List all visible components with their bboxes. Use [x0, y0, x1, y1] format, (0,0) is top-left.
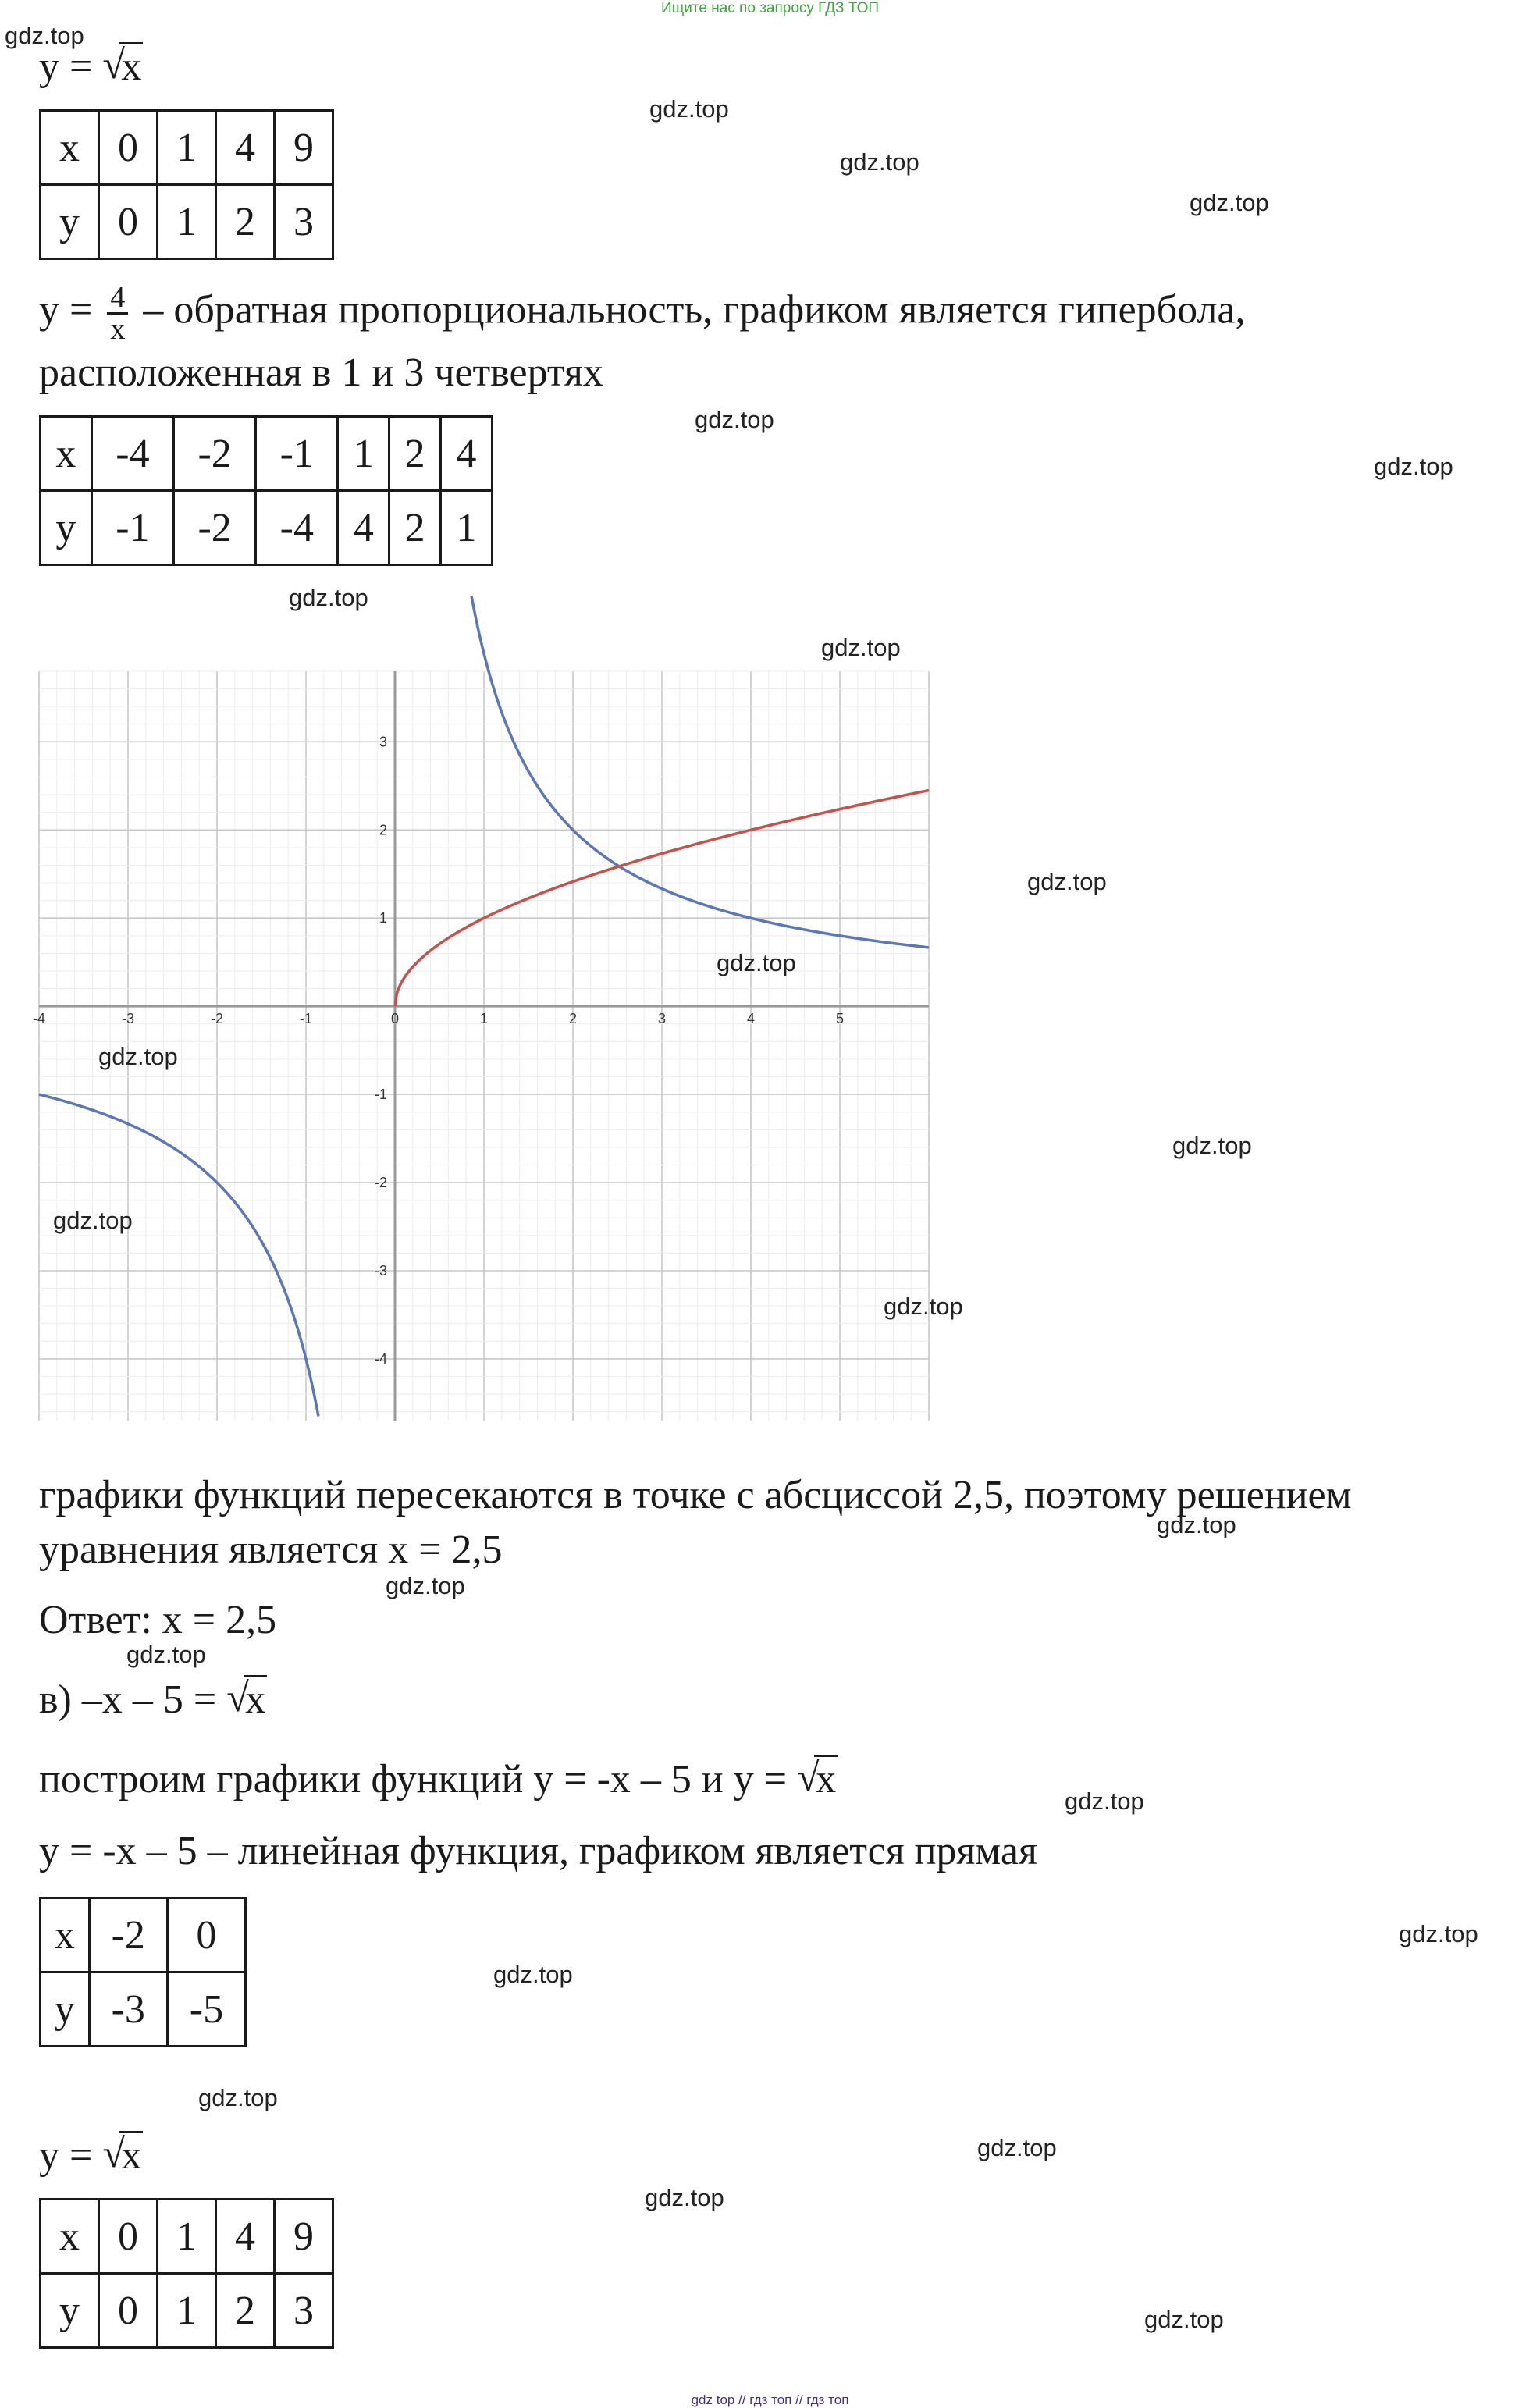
y-tick-label: -3 — [374, 1263, 387, 1279]
x-tick-label: 2 — [568, 1011, 578, 1027]
watermark: gdz.top — [1190, 189, 1269, 216]
sqrt-symbol: √ x — [102, 2132, 142, 2178]
table-row-y — [41, 491, 493, 565]
watermark: gdz.top — [977, 2134, 1057, 2161]
hyperbola-description — [39, 283, 1245, 344]
table-hyperbola — [39, 415, 493, 566]
hyperbola-left-branch — [39, 1094, 318, 1416]
table-cell: -1 — [91, 491, 173, 565]
watermark: gdz.top — [98, 1043, 178, 1070]
sqrt-symbol: √ x — [797, 1755, 837, 1802]
watermark: gdz.top — [649, 95, 729, 123]
table-cell: 4 — [216, 2200, 275, 2274]
table-cell: 0 — [99, 2274, 158, 2348]
y-tick-label: 3 — [379, 734, 387, 750]
table-cell: 0 — [99, 111, 158, 185]
watermark: gdz.top — [1172, 1132, 1252, 1159]
equation-v — [39, 1677, 267, 1723]
table-cell: 3 — [275, 2274, 333, 2348]
table-cell: -4 — [91, 417, 173, 491]
y-tick-label: 2 — [379, 822, 387, 838]
equation-prefix: в) –x – 5 = — [39, 1677, 227, 1722]
table-cell: 1 — [158, 2200, 216, 2274]
row-label: x — [41, 1898, 90, 1972]
watermark: gdz.top — [1399, 1920, 1478, 1947]
table-cell: -1 — [256, 417, 338, 491]
table-cell: 2 — [216, 2274, 275, 2348]
conclusion-line1: графики функций пересекаются в точке с абсциссой 2,5, поэтому решением — [39, 1473, 1352, 1517]
table-cell: 0 — [99, 185, 158, 259]
table-cell: 4 — [441, 417, 493, 491]
x-tick-label: 1 — [479, 1011, 489, 1027]
watermark: gdz.top — [386, 1572, 465, 1599]
table-cell: 9 — [275, 111, 333, 185]
watermark: gdz.top — [1374, 453, 1453, 480]
x-tick-label: -4 — [32, 1011, 46, 1027]
row-label: y — [41, 1972, 90, 2047]
watermark: gdz.top — [1144, 2306, 1224, 2333]
heading-prefix: y = — [39, 2133, 103, 2178]
y-tick-label: -4 — [374, 1350, 387, 1367]
answer-text: Ответ: x = 2,5 — [39, 1598, 277, 1642]
watermark: gdz.top — [198, 2084, 278, 2111]
table-cell: -3 — [89, 1972, 167, 2047]
build-prefix: построим графики функций y = -x – 5 и y = — [39, 1757, 798, 1802]
table-row-x — [41, 417, 493, 491]
sqrt-symbol: √ x — [226, 1676, 266, 1722]
formula-prefix: y = — [39, 287, 103, 333]
fraction: $\frac{4}{x}$ — [107, 283, 128, 344]
table-row-y — [41, 2274, 333, 2348]
watermark: gdz.top — [5, 22, 84, 49]
sqrt-symbol: √ x — [102, 43, 142, 89]
y-tick-label: -1 — [374, 1087, 387, 1103]
x-tick-label: -1 — [299, 1011, 313, 1027]
table-cell: 1 — [158, 185, 216, 259]
watermark: gdz.top — [1065, 1787, 1144, 1815]
table-cell: -5 — [167, 1972, 245, 2047]
x-tick-label: -3 — [121, 1011, 135, 1027]
conclusion-line2: уравнения является x = 2,5 — [39, 1528, 503, 1572]
table-cell: 1 — [441, 491, 493, 565]
x-tick-label: 0 — [390, 1011, 400, 1027]
table-cell: 2 — [389, 417, 441, 491]
watermark: gdz.top — [1027, 868, 1107, 895]
table-cell: 1 — [158, 111, 216, 185]
table-cell: 1 — [158, 2274, 216, 2348]
row-label: y — [41, 2274, 99, 2348]
watermark: gdz.top — [1157, 1511, 1236, 1538]
build-graphs-text — [39, 1756, 838, 1803]
table-cell: 4 — [338, 491, 389, 565]
y-tick-label: -2 — [374, 1175, 387, 1191]
row-label: y — [41, 491, 92, 565]
watermark: gdz.top — [126, 1641, 206, 1668]
row-label: x — [41, 2200, 99, 2274]
description-text: – обратная пропорциональность, графиком является гипербола, — [133, 287, 1246, 333]
watermark: gdz.top — [821, 634, 901, 661]
y-tick-label: 1 — [379, 910, 387, 927]
table-cell: 0 — [99, 2200, 158, 2274]
watermark: gdz.top — [493, 1961, 573, 1988]
table-sqrt-2 — [39, 2198, 334, 2349]
x-tick-label: -2 — [210, 1011, 224, 1027]
watermark: gdz.top — [884, 1293, 963, 1320]
hyperbola-description-line2: расположенная в 1 и 3 четвертях — [39, 350, 603, 395]
table-cell: 3 — [275, 185, 333, 259]
bottom-banner: gdz top // гдз топ // гдз топ — [691, 2392, 849, 2407]
table-row-x — [41, 111, 333, 185]
watermark: gdz.top — [289, 584, 368, 611]
table-cell: -2 — [174, 491, 256, 565]
heading-prefix: y = — [39, 44, 103, 89]
table-cell: -2 — [89, 1898, 167, 1972]
heading-sqrt-1 — [39, 44, 143, 91]
x-tick-label: 4 — [746, 1011, 756, 1027]
heading-sqrt-2 — [39, 2132, 143, 2179]
watermark: gdz.top — [695, 406, 774, 433]
table-cell: 2 — [216, 185, 275, 259]
table-cell: 0 — [167, 1898, 245, 1972]
top-banner: Ищите нас по запросу ГДЗ ТОП — [660, 0, 880, 16]
table-cell: 2 — [389, 491, 441, 565]
watermark: gdz.top — [717, 949, 796, 976]
row-label: x — [41, 111, 99, 185]
watermark: gdz.top — [840, 148, 919, 176]
table-row-y — [41, 185, 333, 259]
table-row-x — [41, 1898, 246, 1972]
watermark: gdz.top — [645, 2184, 724, 2211]
table-row-y — [41, 1972, 246, 2047]
row-label: y — [41, 185, 99, 259]
table-linear — [39, 1897, 247, 2047]
table-row-x — [41, 2200, 333, 2274]
table-cell: 4 — [216, 111, 275, 185]
table-cell: 9 — [275, 2200, 333, 2274]
table-sqrt-1 — [39, 109, 334, 260]
x-tick-label: 5 — [835, 1011, 845, 1027]
watermark: gdz.top — [53, 1207, 133, 1234]
row-label: x — [41, 417, 92, 491]
table-cell: -2 — [174, 417, 256, 491]
table-cell: -4 — [256, 491, 338, 565]
x-tick-label: 3 — [657, 1011, 667, 1027]
linear-description: y = -x – 5 – линейная функция, графиком является прямая — [39, 1829, 1037, 1873]
table-cell: 1 — [338, 417, 389, 491]
